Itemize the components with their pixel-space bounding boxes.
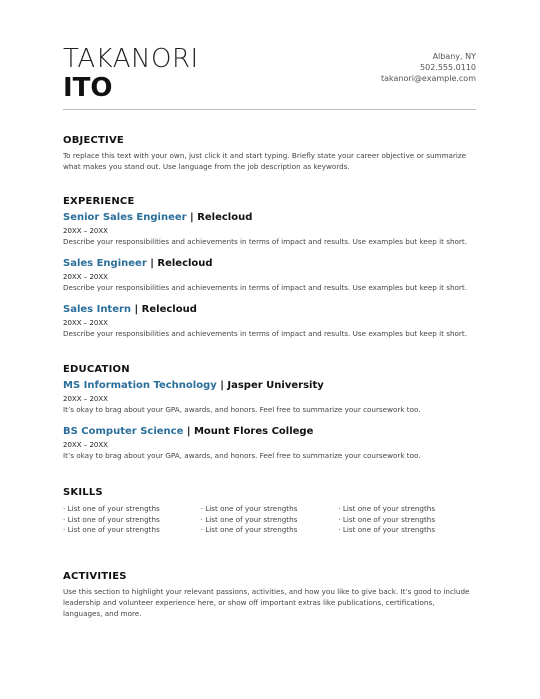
education-entry xyxy=(63,379,476,415)
title-separator: | xyxy=(146,258,158,269)
job-company: Relecloud xyxy=(141,304,197,315)
education-heading: EDUCATION xyxy=(63,364,130,375)
objective-section xyxy=(63,134,476,172)
last-name: ITO xyxy=(63,73,113,103)
skill-item: · List one of your strengths xyxy=(200,504,298,513)
skill-item: · List one of your strengths xyxy=(338,504,436,513)
job-description: Describe your responsibilities and achievements in terms of impact and results. Use examples but keep it short. xyxy=(63,283,467,292)
title-separator: | xyxy=(216,380,228,391)
skill-item: · List one of your strengths xyxy=(63,525,160,534)
objective-heading: OBJECTIVE xyxy=(63,135,124,146)
contact-phone: 502.555.0110 xyxy=(420,63,476,72)
degree-title xyxy=(63,425,476,438)
job-title xyxy=(63,211,476,224)
job-description: Describe your responsibilities and achievements in terms of impact and results. Use examples but keep it short. xyxy=(63,329,467,338)
skill-item: · List one of your strengths xyxy=(200,525,298,534)
degree-title xyxy=(63,379,476,392)
activities-text: Use this section to highlight your relevant passions, activities, and how you like to give back. It’s good to include leadership and volunteer experience here, or show off important extras like publications, certifications, languages, and more. xyxy=(63,587,470,618)
skills-section xyxy=(63,486,476,536)
contact-info xyxy=(381,51,476,84)
degree-name: MS Information Technology xyxy=(63,380,217,391)
objective-text: To replace this text with your own, just click it and start typing. Briefly state your career objective or summarize what makes you stand out. Use language from the job description as keywords. xyxy=(63,151,467,171)
job-entry xyxy=(63,303,476,339)
job-company: Relecloud xyxy=(197,212,253,223)
skills-column xyxy=(338,504,476,536)
activities-heading: ACTIVITIES xyxy=(63,571,127,582)
job-dates: 20XX – 20XX xyxy=(63,273,108,281)
education-dates: 20XX – 20XX xyxy=(63,395,108,403)
skill-item: · List one of your strengths xyxy=(200,514,298,524)
skill-item: · List one of your strengths xyxy=(63,514,160,524)
job-title xyxy=(63,303,476,316)
contact-city: Albany, NY xyxy=(432,52,476,61)
school-name: Mount Flores College xyxy=(193,426,314,437)
job-description: Describe your responsibilities and achievements in terms of impact and results. Use examples but keep it short. xyxy=(63,237,467,246)
job-role: Sales Engineer xyxy=(63,258,147,269)
job-company: Relecloud xyxy=(157,258,213,269)
job-role: Senior Sales Engineer xyxy=(63,212,187,223)
skills-column xyxy=(63,504,201,536)
job-dates: 20XX – 20XX xyxy=(63,227,108,235)
title-separator: | xyxy=(186,212,198,223)
skills-column xyxy=(201,504,339,536)
job-entry xyxy=(63,211,476,247)
title-separator: | xyxy=(131,304,142,315)
title-separator: | xyxy=(183,426,194,437)
resume-header xyxy=(63,44,476,110)
skill-item: · List one of your strengths xyxy=(63,504,160,513)
job-dates: 20XX – 20XX xyxy=(63,319,108,327)
experience-section xyxy=(63,195,476,339)
skill-item: · List one of your strengths xyxy=(338,525,436,534)
education-description: It’s okay to brag about your GPA, awards, and honors. Feel free to summarize your coursework too. xyxy=(63,405,421,414)
education-entry xyxy=(63,425,476,461)
header-divider xyxy=(63,109,476,110)
contact-email: takanori@example.com xyxy=(381,74,476,83)
education-section xyxy=(63,363,476,461)
job-title xyxy=(63,257,476,270)
skills-grid xyxy=(63,504,476,536)
skills-heading: SKILLS xyxy=(63,487,103,498)
degree-name: BS Computer Science xyxy=(63,426,184,437)
job-entry xyxy=(63,257,476,293)
education-description: It’s okay to brag about your GPA, awards, and honors. Feel free to summarize your coursework too. xyxy=(63,451,421,460)
skill-item: · List one of your strengths xyxy=(338,514,436,524)
school-name: Jasper University xyxy=(227,380,324,391)
job-role: Sales Intern xyxy=(63,304,132,315)
experience-heading: EXPERIENCE xyxy=(63,196,135,207)
activities-section xyxy=(63,570,476,619)
education-dates: 20XX – 20XX xyxy=(63,441,108,449)
first-name: TAKANORI xyxy=(63,44,199,74)
